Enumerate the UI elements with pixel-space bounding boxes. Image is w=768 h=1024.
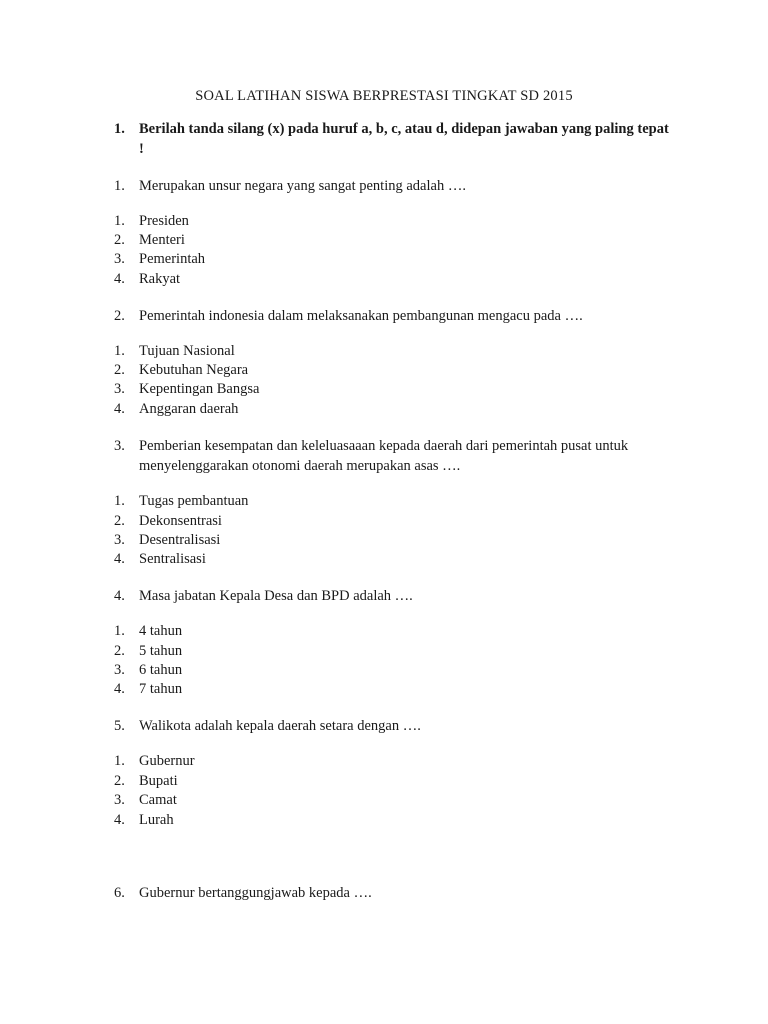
option-number: 1. bbox=[114, 753, 125, 769]
option-text: Rakyat bbox=[139, 271, 181, 287]
option-number: 2. bbox=[114, 513, 125, 529]
option-text: Tujuan Nasional bbox=[139, 343, 235, 359]
option-number: 1. bbox=[114, 343, 125, 359]
option-text: Tugas pembantuan bbox=[139, 493, 249, 509]
option-text: Presiden bbox=[139, 213, 189, 229]
option-number: 4. bbox=[114, 681, 125, 697]
option-number: 3. bbox=[114, 381, 125, 397]
question-text: Pemerintah indonesia dalam melaksanakan pembangunan mengacu pada …. bbox=[139, 308, 583, 324]
option-text: Pemerintah bbox=[139, 251, 206, 267]
option-text: Dekonsentrasi bbox=[139, 513, 222, 529]
option-number: 4. bbox=[114, 401, 125, 417]
question-text: Masa jabatan Kepala Desa dan BPD adalah …. bbox=[139, 588, 413, 604]
question-text-line1: Pemberian kesempatan dan keleluasaaan kepada daerah dari pemerintah pusat untuk bbox=[139, 438, 629, 454]
question-number: 2. bbox=[114, 308, 125, 324]
option-number: 2. bbox=[114, 643, 125, 659]
option-number: 4. bbox=[114, 551, 125, 567]
question-number: 4. bbox=[114, 588, 125, 604]
option-number: 4. bbox=[114, 271, 125, 287]
question-text-line2: menyelenggarakan otonomi daerah merupakan asas …. bbox=[139, 458, 461, 474]
option-number: 3. bbox=[114, 662, 125, 678]
document-title: SOAL LATIHAN SISWA BERPRESTASI TINGKAT SD 2015 bbox=[195, 88, 573, 104]
option-number: 2. bbox=[114, 773, 125, 789]
option-number: 3. bbox=[114, 251, 125, 267]
option-text: Kepentingan Bangsa bbox=[139, 381, 260, 397]
option-number: 2. bbox=[114, 232, 125, 248]
option-text: 4 tahun bbox=[139, 623, 183, 639]
option-text: Gubernur bbox=[139, 753, 195, 769]
option-text: Lurah bbox=[139, 812, 174, 828]
option-text: 7 tahun bbox=[139, 681, 183, 697]
option-number: 1. bbox=[114, 213, 125, 229]
instruction-text: Berilah tanda silang (x) pada huruf a, b, c, atau d, didepan jawaban yang paling tepat ! bbox=[139, 121, 669, 157]
option-text: Bupati bbox=[139, 773, 178, 789]
question-text: Walikota adalah kepala daerah setara dengan …. bbox=[139, 718, 421, 734]
option-text: Desentralisasi bbox=[139, 532, 221, 548]
option-text: Camat bbox=[139, 792, 177, 808]
question-number: 5. bbox=[114, 718, 125, 734]
question-text: Gubernur bertanggungjawab kepada …. bbox=[139, 885, 372, 901]
question-text: Merupakan unsur negara yang sangat penting adalah …. bbox=[139, 178, 466, 194]
option-number: 1. bbox=[114, 623, 125, 639]
option-number: 3. bbox=[114, 532, 125, 548]
instruction-number: 1. bbox=[114, 121, 125, 137]
question-number: 1. bbox=[114, 178, 125, 194]
option-number: 4. bbox=[114, 812, 125, 828]
option-text: Kebutuhan Negara bbox=[139, 362, 249, 378]
question-number: 3. bbox=[114, 438, 125, 454]
option-number: 3. bbox=[114, 792, 125, 808]
option-number: 1. bbox=[114, 493, 125, 509]
option-text: Anggaran daerah bbox=[139, 401, 239, 417]
option-text: 5 tahun bbox=[139, 643, 183, 659]
question-number: 6. bbox=[114, 885, 125, 901]
option-number: 2. bbox=[114, 362, 125, 378]
option-text: Sentralisasi bbox=[139, 551, 206, 567]
option-text: Menteri bbox=[139, 232, 185, 248]
option-text: 6 tahun bbox=[139, 662, 183, 678]
